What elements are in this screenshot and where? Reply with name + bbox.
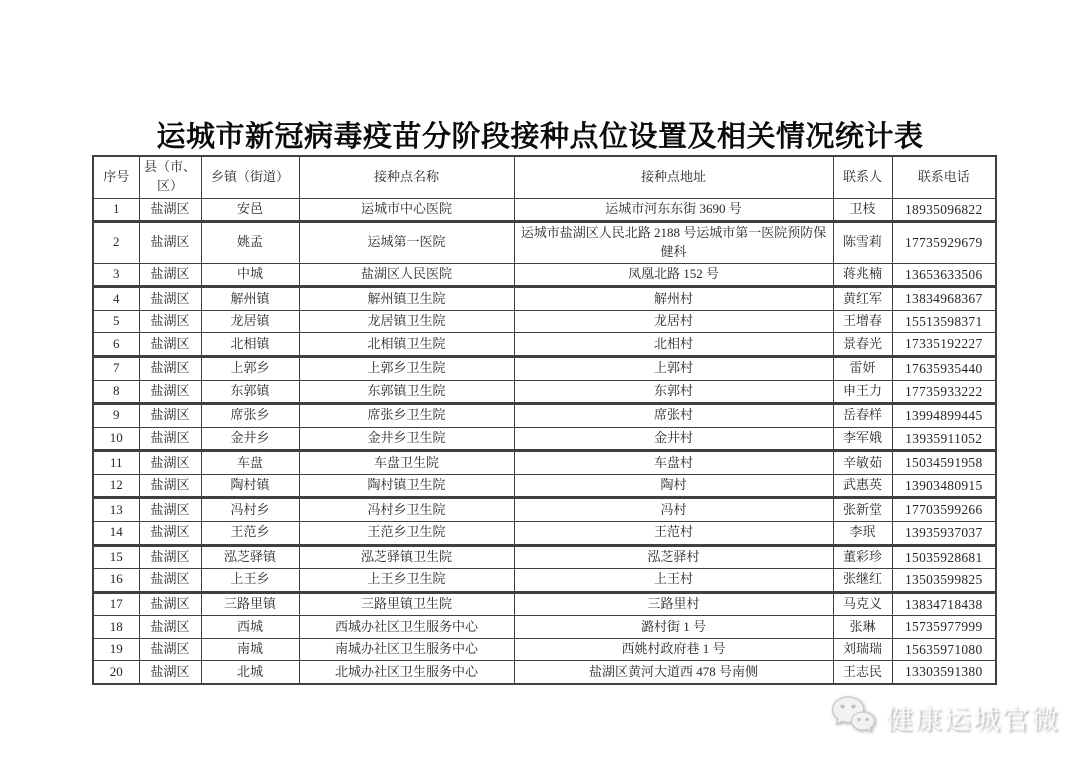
table-cell: 盐湖区 bbox=[139, 310, 201, 333]
table-cell: 刘瑞瑞 bbox=[833, 638, 892, 661]
table-cell: 盐湖区 bbox=[139, 545, 201, 569]
table-cell: 上王乡 bbox=[201, 569, 299, 593]
table-cell: 陈雪莉 bbox=[833, 222, 892, 264]
table-row bbox=[93, 427, 996, 451]
table-cell: 陶村 bbox=[514, 474, 833, 498]
table-cell: 3 bbox=[93, 263, 139, 287]
table-cell: 9 bbox=[93, 404, 139, 428]
page-title: 运城市新冠病毒疫苗分阶段接种点位设置及相关情况统计表 bbox=[156, 121, 924, 153]
table-cell: 1 bbox=[93, 198, 139, 222]
table-cell: 盐湖区黄河大道西 478 号南侧 bbox=[514, 661, 833, 684]
table-cell: 盐湖区 bbox=[139, 263, 201, 287]
table-row bbox=[93, 222, 996, 264]
table-row bbox=[93, 333, 996, 357]
table-cell: 上郭乡 bbox=[201, 357, 299, 381]
table-cell: 盐湖区 bbox=[139, 287, 201, 311]
table-cell: 三路里村 bbox=[514, 592, 833, 616]
table-cell: 冯村乡卫生院 bbox=[299, 498, 514, 522]
table-cell: 解州镇卫生院 bbox=[299, 287, 514, 311]
table-cell: 席张乡卫生院 bbox=[299, 404, 514, 428]
table-cell: 龙居村 bbox=[514, 310, 833, 333]
table-row bbox=[93, 616, 996, 639]
table-cell: 11 bbox=[93, 451, 139, 475]
table-cell: 6 bbox=[93, 333, 139, 357]
table-cell: 盐湖区 bbox=[139, 474, 201, 498]
table-cell: 武惠英 bbox=[833, 474, 892, 498]
table-cell: 王志民 bbox=[833, 661, 892, 684]
table-cell: 南城办社区卫生服务中心 bbox=[299, 638, 514, 661]
table-header-row bbox=[93, 156, 996, 198]
table-cell: 上王乡卫生院 bbox=[299, 569, 514, 593]
table-row bbox=[93, 287, 996, 311]
table-cell: 王范乡 bbox=[201, 521, 299, 545]
table-cell: 张琳 bbox=[833, 616, 892, 639]
table-cell: 泓芝驿村 bbox=[514, 545, 833, 569]
table-cell: 上王村 bbox=[514, 569, 833, 593]
column-header: 序号 bbox=[93, 156, 139, 198]
table-cell: 盐湖区 bbox=[139, 638, 201, 661]
table-cell: 北城 bbox=[201, 661, 299, 684]
table-row bbox=[93, 545, 996, 569]
table-row bbox=[93, 521, 996, 545]
table-cell: 李珉 bbox=[833, 521, 892, 545]
table-cell: 17335192227 bbox=[892, 333, 996, 357]
table-cell: 车盘村 bbox=[514, 451, 833, 475]
table-cell: 潞村街 1 号 bbox=[514, 616, 833, 639]
table-cell: 20 bbox=[93, 661, 139, 684]
table-cell: 黄红军 bbox=[833, 287, 892, 311]
table-cell: 中城 bbox=[201, 263, 299, 287]
vaccination-sites-table bbox=[92, 155, 997, 685]
column-header: 县（市、区） bbox=[139, 156, 201, 198]
table-cell: 岳春样 bbox=[833, 404, 892, 428]
table-cell: 张新堂 bbox=[833, 498, 892, 522]
table-cell: 冯村 bbox=[514, 498, 833, 522]
table-cell: 15735977999 bbox=[892, 616, 996, 639]
table-cell: 8 bbox=[93, 380, 139, 404]
table-cell: 北相村 bbox=[514, 333, 833, 357]
table-cell: 陶村镇 bbox=[201, 474, 299, 498]
table-cell: 南城 bbox=[201, 638, 299, 661]
table-cell: 13903480915 bbox=[892, 474, 996, 498]
table-cell: 13 bbox=[93, 498, 139, 522]
table-cell: 安邑 bbox=[201, 198, 299, 222]
table-row bbox=[93, 498, 996, 522]
table-cell: 张继红 bbox=[833, 569, 892, 593]
table-cell: 17703599266 bbox=[892, 498, 996, 522]
table-cell: 13653633506 bbox=[892, 263, 996, 287]
table-cell: 17735933222 bbox=[892, 380, 996, 404]
table-cell: 席张乡 bbox=[201, 404, 299, 428]
table-cell: 16 bbox=[93, 569, 139, 593]
table-row bbox=[93, 661, 996, 684]
table-cell: 13503599825 bbox=[892, 569, 996, 593]
table-row bbox=[93, 263, 996, 287]
table-cell: 北相镇 bbox=[201, 333, 299, 357]
table-cell: 13303591380 bbox=[892, 661, 996, 684]
table-cell: 13935911052 bbox=[892, 427, 996, 451]
table-cell: 5 bbox=[93, 310, 139, 333]
table-cell: 姚孟 bbox=[201, 222, 299, 264]
table-cell: 7 bbox=[93, 357, 139, 381]
table-cell: 泓芝驿镇卫生院 bbox=[299, 545, 514, 569]
table-cell: 4 bbox=[93, 287, 139, 311]
table-cell: 东郭镇卫生院 bbox=[299, 380, 514, 404]
table-cell: 盐湖区 bbox=[139, 661, 201, 684]
table-cell: 运城第一医院 bbox=[299, 222, 514, 264]
watermark-label: 健康运城官微 bbox=[886, 705, 1060, 735]
table-cell: 盐湖区 bbox=[139, 222, 201, 264]
table-cell: 三路里镇 bbox=[201, 592, 299, 616]
table-cell: 14 bbox=[93, 521, 139, 545]
table-cell: 17 bbox=[93, 592, 139, 616]
table-cell: 运城市河东东街 3690 号 bbox=[514, 198, 833, 222]
table-cell: 2 bbox=[93, 222, 139, 264]
table-cell: 13834718438 bbox=[892, 592, 996, 616]
column-header: 接种点名称 bbox=[299, 156, 514, 198]
table-cell: 运城市盐湖区人民北路 2188 号运城市第一医院预防保健科 bbox=[514, 222, 833, 264]
table-cell: 盐湖区 bbox=[139, 498, 201, 522]
table-cell: 盐湖区 bbox=[139, 521, 201, 545]
table-cell: 北相镇卫生院 bbox=[299, 333, 514, 357]
table-cell: 辛敏茹 bbox=[833, 451, 892, 475]
table-cell: 盐湖区 bbox=[139, 404, 201, 428]
table-cell: 13834968367 bbox=[892, 287, 996, 311]
table-cell: 盐湖区 bbox=[139, 616, 201, 639]
table-cell: 席张村 bbox=[514, 404, 833, 428]
table-cell: 王范乡卫生院 bbox=[299, 521, 514, 545]
wechat-icon bbox=[830, 694, 876, 741]
table-cell: 18 bbox=[93, 616, 139, 639]
table-cell: 10 bbox=[93, 427, 139, 451]
table-row bbox=[93, 451, 996, 475]
table-cell: 金井村 bbox=[514, 427, 833, 451]
table-cell: 雷妍 bbox=[833, 357, 892, 381]
table-cell: 蒋兆楠 bbox=[833, 263, 892, 287]
table-cell: 董彩珍 bbox=[833, 545, 892, 569]
table-cell: 卫枝 bbox=[833, 198, 892, 222]
table-cell: 龙居镇卫生院 bbox=[299, 310, 514, 333]
table-cell: 冯村乡 bbox=[201, 498, 299, 522]
table-row bbox=[93, 638, 996, 661]
table-cell: 17635935440 bbox=[892, 357, 996, 381]
table-cell: 景春光 bbox=[833, 333, 892, 357]
table-cell: 17735929679 bbox=[892, 222, 996, 264]
table-cell: 东郭村 bbox=[514, 380, 833, 404]
table-cell: 上郭村 bbox=[514, 357, 833, 381]
table-cell: 凤凰北路 152 号 bbox=[514, 263, 833, 287]
table-cell: 12 bbox=[93, 474, 139, 498]
table-cell: 18935096822 bbox=[892, 198, 996, 222]
table-cell: 车盘卫生院 bbox=[299, 451, 514, 475]
column-header: 乡镇（街道） bbox=[201, 156, 299, 198]
table-row bbox=[93, 592, 996, 616]
table-row bbox=[93, 380, 996, 404]
column-header: 联系电话 bbox=[892, 156, 996, 198]
table-cell: 金井乡卫生院 bbox=[299, 427, 514, 451]
table-cell: 15635971080 bbox=[892, 638, 996, 661]
table-cell: 车盘 bbox=[201, 451, 299, 475]
table-row bbox=[93, 310, 996, 333]
table-cell: 解州村 bbox=[514, 287, 833, 311]
watermark bbox=[830, 694, 1060, 741]
table-cell: 西姚村政府巷 1 号 bbox=[514, 638, 833, 661]
table-cell: 申王力 bbox=[833, 380, 892, 404]
table-cell: 运城市中心医院 bbox=[299, 198, 514, 222]
table-cell: 泓芝驿镇 bbox=[201, 545, 299, 569]
table-body bbox=[93, 198, 996, 684]
table-cell: 盐湖区 bbox=[139, 357, 201, 381]
table-cell: 北城办社区卫生服务中心 bbox=[299, 661, 514, 684]
table-cell: 王增春 bbox=[833, 310, 892, 333]
table-cell: 19 bbox=[93, 638, 139, 661]
table-cell: 李军娥 bbox=[833, 427, 892, 451]
table-cell: 西城办社区卫生服务中心 bbox=[299, 616, 514, 639]
table-cell: 盐湖区 bbox=[139, 592, 201, 616]
table-cell: 盐湖区人民医院 bbox=[299, 263, 514, 287]
table-cell: 王范村 bbox=[514, 521, 833, 545]
table-row bbox=[93, 198, 996, 222]
column-header: 联系人 bbox=[833, 156, 892, 198]
vaccination-sites-table-container bbox=[92, 155, 995, 685]
table-cell: 盐湖区 bbox=[139, 380, 201, 404]
table-cell: 马克义 bbox=[833, 592, 892, 616]
table-cell: 15 bbox=[93, 545, 139, 569]
table-cell: 解州镇 bbox=[201, 287, 299, 311]
table-cell: 盐湖区 bbox=[139, 451, 201, 475]
table-row bbox=[93, 404, 996, 428]
table-cell: 13935937037 bbox=[892, 521, 996, 545]
table-cell: 三路里镇卫生院 bbox=[299, 592, 514, 616]
table-cell: 15035928681 bbox=[892, 545, 996, 569]
table-row bbox=[93, 357, 996, 381]
table-cell: 15513598371 bbox=[892, 310, 996, 333]
table-cell: 盐湖区 bbox=[139, 427, 201, 451]
table-cell: 金井乡 bbox=[201, 427, 299, 451]
table-cell: 13994899445 bbox=[892, 404, 996, 428]
table-cell: 西城 bbox=[201, 616, 299, 639]
table-cell: 盐湖区 bbox=[139, 333, 201, 357]
table-cell: 陶村镇卫生院 bbox=[299, 474, 514, 498]
column-header: 接种点地址 bbox=[514, 156, 833, 198]
table-cell: 盐湖区 bbox=[139, 569, 201, 593]
table-cell: 上郭乡卫生院 bbox=[299, 357, 514, 381]
table-cell: 龙居镇 bbox=[201, 310, 299, 333]
table-cell: 15034591958 bbox=[892, 451, 996, 475]
table-cell: 盐湖区 bbox=[139, 198, 201, 222]
table-row bbox=[93, 474, 996, 498]
table-row bbox=[93, 569, 996, 593]
table-cell: 东郭镇 bbox=[201, 380, 299, 404]
